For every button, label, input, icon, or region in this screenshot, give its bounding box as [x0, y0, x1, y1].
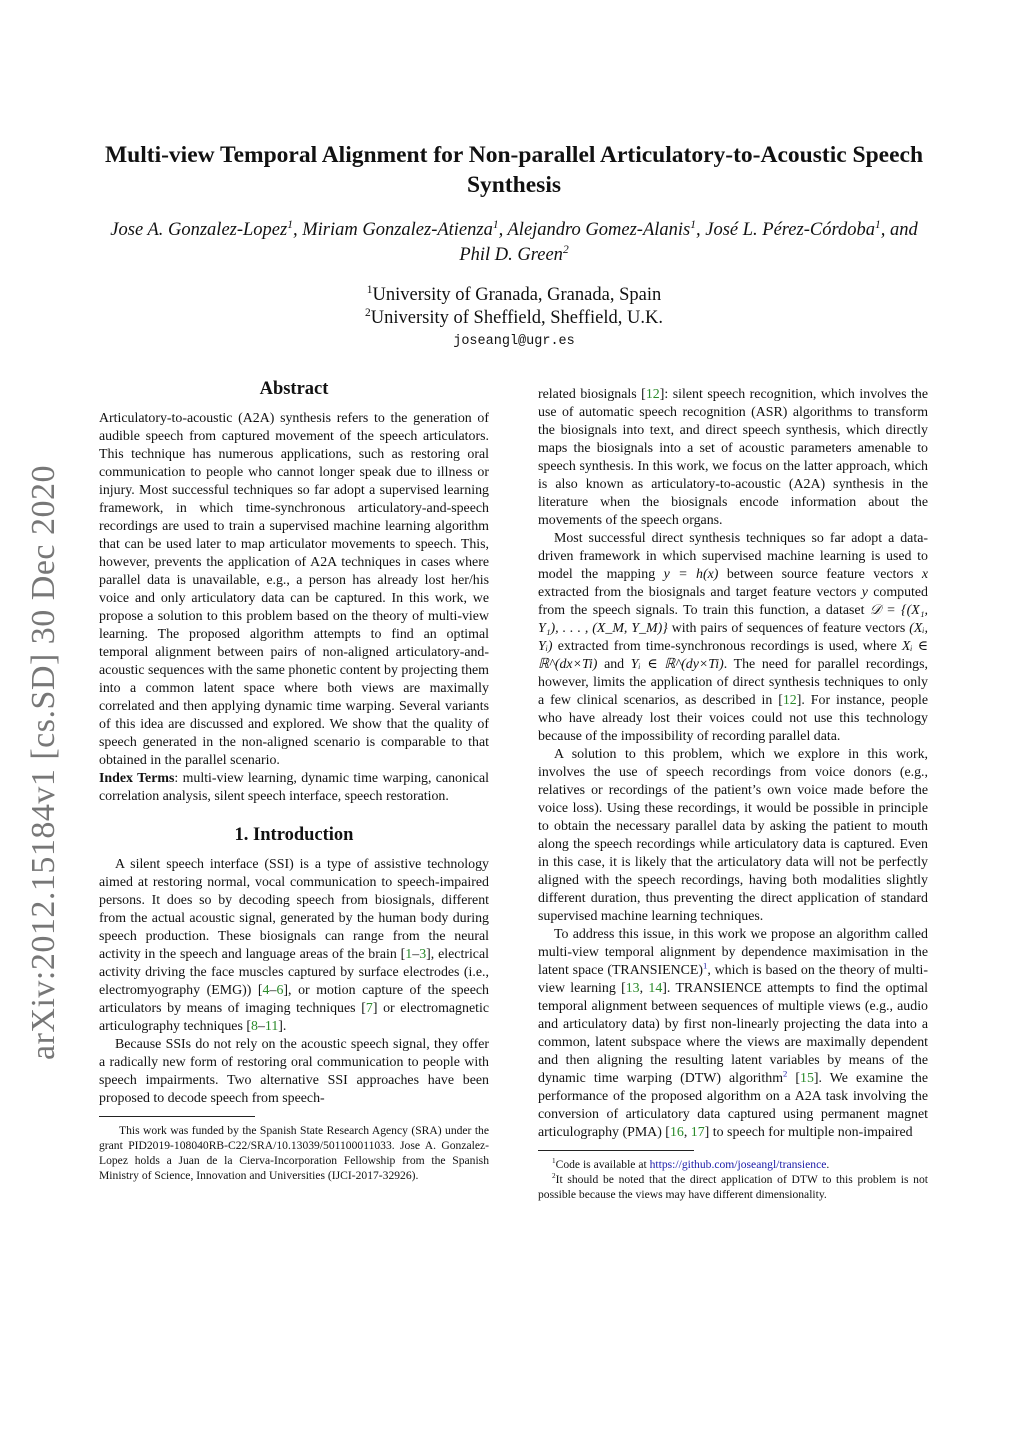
text-run: ], electrical activity driving the face muscles captured by surface electrodes (i.e., electromyography (EMG)) [: [99, 947, 489, 998]
text-run: extracted from time-synchronous recordings is used, where: [552, 639, 902, 654]
footnote-text: It should be noted that the direct application of DTW to this problem is not possible because the views may have different dimensionality.: [538, 1173, 928, 1201]
text-run: extracted from the biosignals and target feature vectors: [538, 585, 862, 600]
paper-title: Multi-view Temporal Alignment for Non-parallel Articulatory-to-Acoustic Speech Synthesis: [104, 142, 924, 198]
math-expression: y: [861, 585, 868, 600]
affiliation-text: University of Granada, Granada, Spain: [372, 285, 662, 305]
abstract-text: Articulatory-to-acoustic (A2A) synthesis refers to the generation of audible speech from captured movement of the speech articulators. This technique has numerous applications, such as restoring oral communication to people who cannot longer speak due to illness or injury. Most successful techniques so far adopt a supervised learning framework, in which time-synchronous articulatory-and-speech recordings are used to train a supervised machine learning algorithm that can be used later to map articulator movements to speech. This, however, prevents the application of A2A techniques in cases where parallel data is unavailable, e.g., a person has already lost her/his voice and only articulatory data can be captured. In this work, we propose a solution to this problem based on the theory of multi-view learning. The proposed algorithm attempts to find an optimal temporal alignment between pairs of non-aligned articulatory-and-acoustic sequences with the same phonetic content by projecting them into a common latent space where both views are maximally correlated and then applying dynamic time warping. Several variants of this idea are discussed and explored. We show that the quality of speech generated in the non-aligned scenario is comparable to that obtained in the parallel scenario.: [99, 411, 489, 768]
footnote-rule: [99, 1116, 255, 1117]
text-run: , which is based on the theory of multi-view learning [: [538, 963, 929, 996]
author-separator: ,: [696, 220, 706, 240]
text-run: –: [257, 1019, 265, 1034]
text-run: ], or motion capture of the speech articulators by means of imaging techniques [: [99, 983, 489, 1016]
author: José L. Pérez-Córdoba: [705, 220, 875, 240]
citation-link[interactable]: 16: [669, 1125, 684, 1140]
footnote-marker[interactable]: 1: [703, 960, 708, 971]
affiliations: [100, 284, 928, 330]
math-expression: 𝒟 = {(X₁, Y₁), . . . , (X_M, Y_M)}: [538, 603, 928, 636]
body-paragraph: [538, 530, 928, 746]
author-separator: , and: [880, 220, 918, 240]
math-expression: Xᵢ ∈ ℝ^(dx×Ti): [538, 639, 928, 672]
body-paragraph: [538, 386, 928, 530]
arxiv-stamp: arXiv:2012.15184v1 [cs.SD] 30 Dec 2020: [25, 464, 62, 1060]
citation-link[interactable]: 12: [782, 693, 797, 708]
math-expression: (Xᵢ, Yᵢ): [538, 621, 928, 654]
author-affiliation: 1: [874, 218, 881, 231]
affiliation: [100, 307, 928, 330]
affiliation: [100, 284, 928, 307]
text-run: ]. TRANSIENCE attempts to find the optimal temporal alignment between sequences of multiple views (e.g., audio and articulatory data) by first non-linearly projecting the data into a common, latent subspace where the views are maximally dependent and then aligning the resulting latent variables by means of the dynamic time warping (DTW) algorithm: [538, 981, 928, 1086]
text-run: ]. For instance, people who have already lost their voices could not use this technology because of the impossibility of recording parallel data.: [538, 693, 928, 744]
text-run: ]: silent speech recognition, which involves the use of automatic speech recognition (ASR) algorithms to transform the biosignals into text, and direct speech synthesis, which directly maps the biosignals into a set of acoustic parameters amenable to speech synthesis. In this work, we focus on the latter approach, which is also known as articulatory-to-acoustic (A2A) synthesis in the literature when the biosignals encode information about the movements of the speech organs.: [538, 387, 928, 528]
author: Phil D. Green: [459, 245, 563, 265]
contact-email: joseangl@ugr.es: [453, 334, 575, 349]
index-terms-label: Index Terms: [99, 771, 175, 786]
citation-link[interactable]: 14: [648, 981, 663, 996]
text-run: computed from the speech signals. To train this function, a dataset: [538, 585, 929, 618]
citation-link[interactable]: 6: [276, 983, 284, 998]
author: Miriam Gonzalez-Atienza: [302, 220, 493, 240]
citation-link[interactable]: 4: [262, 983, 270, 998]
citation-link[interactable]: 13: [625, 981, 640, 996]
author: Jose A. Gonzalez-Lopez: [110, 220, 288, 240]
text-run: To address this issue, in this work we propose an algorithm called multi-view temporal alignment by dependence maximisation in the latent space (TRANSIENCE): [538, 927, 928, 978]
citation-link[interactable]: 15: [800, 1071, 814, 1086]
intro-paragraph: [99, 856, 489, 1036]
footnote-rule: [538, 1150, 694, 1151]
footnote-number: 1: [552, 1157, 556, 1166]
affiliation-number: 2: [365, 306, 371, 319]
author-list: [110, 218, 918, 268]
author-affiliation: 1: [287, 218, 293, 231]
author-affiliation: 2: [562, 243, 569, 256]
footnote-marker[interactable]: 2: [783, 1068, 788, 1079]
footnote: [538, 1157, 928, 1172]
text-run: between source feature vectors: [718, 567, 922, 582]
affiliation-number: 1: [366, 283, 373, 296]
text-run: ]. We examine the performance of the proposed algorithm on a A2A task involving the conversion of articulatory data captured using permanent magnet articulography (PMA) [: [538, 1071, 928, 1140]
text-run: ].: [278, 1019, 287, 1034]
text-run: ,: [683, 1125, 691, 1140]
text-run: and: [597, 657, 631, 672]
text-run: with pairs of sequences of feature vectors: [667, 621, 910, 636]
author-separator: ,: [498, 220, 508, 240]
author-affiliation: 1: [690, 218, 696, 231]
citation-link[interactable]: 1: [405, 947, 413, 962]
text-run: Most successful direct synthesis techniques so far adopt a data-driven framework in which supervised machine learning is used to model the mapping: [538, 531, 928, 582]
code-url-link[interactable]: https://github.com/joseangl/transience: [649, 1158, 827, 1171]
text-run: –: [269, 983, 277, 998]
introduction-heading: 1. Introduction: [234, 825, 354, 845]
left-column: [99, 380, 489, 1183]
footnote-text: Code is available at: [555, 1158, 650, 1171]
text-run: [: [787, 1071, 800, 1086]
citation-link[interactable]: 11: [264, 1019, 279, 1034]
text-run: related biosignals [: [538, 387, 646, 402]
author-separator: ,: [292, 220, 303, 240]
text-run: ] or electromagnetic articulography techniques [: [99, 1001, 489, 1034]
index-terms-text: : multi-view learning, dynamic time warping, canonical correlation analysis, silent speech interface, speech restoration.: [99, 771, 489, 804]
citation-link[interactable]: 8: [250, 1019, 258, 1034]
citation-link[interactable]: 3: [419, 947, 427, 962]
math-expression: y = h(x): [663, 567, 719, 582]
math-expression: Yᵢ ∈ ℝ^(dy×Ti): [630, 657, 724, 672]
citation-link[interactable]: 7: [365, 1001, 373, 1016]
body-paragraph: A solution to this problem, which we explore in this work, involves the use of speech recordings from voice donors (e.g., relatives or recordings of the patient’s own voice made before the voice loss). Using these recordings, it would be possible in principle to obtain the necessary parallel data by asking the patient to mouth along the speech recordings while articulatory data is captured. Even in this case, it is likely that the articulatory data will not be perfectly aligned with the speech recordings, having both modalities slightly different duration, thus preventing the direct application of standard supervised machine learning techniques.: [538, 747, 928, 924]
funding-footnote: This work was funded by the Spanish State Research Agency (SRA) under the grant PID2019-108040RB-C22/SRA/10.13039/501100011033. Jose A. Gonzalez-Lopez holds a Juan de la Cierva-Incorporation Fellowship from the Spanish Ministry of Science, Innovation and Universities (IJCI-2017-32926).: [99, 1124, 489, 1182]
text-run: A silent speech interface (SSI) is a type of assistive technology aimed at restoring normal, vocal communication to speech-impaired persons. It does so by decoding speech from biosignals, different from the actual acoustic signal, generated by the human body during speech production. These biosignals can range from the neural activity in the speech and language areas of the brain [: [99, 857, 489, 962]
text-run: –: [412, 947, 420, 962]
abstract-heading: Abstract: [259, 379, 329, 399]
right-column: [538, 386, 928, 1202]
footnote-number: 2: [552, 1172, 556, 1181]
math-expression: x: [921, 567, 928, 582]
text-run: ] to speech for multiple non-impaired: [704, 1125, 913, 1140]
footnote: [538, 1172, 928, 1202]
index-terms: [99, 770, 489, 806]
affiliation-text: University of Sheffield, Sheffield, U.K.: [370, 308, 663, 328]
citation-link[interactable]: 17: [690, 1125, 705, 1140]
text-run: ,: [639, 981, 649, 996]
author-affiliation: 1: [492, 218, 499, 231]
text-run: . The need for parallel recordings, however, limits the application of direct synthesis techniques to only a few clinical scenarios, as described in [: [538, 657, 928, 708]
intro-paragraph: Because SSIs do not rely on the acoustic speech signal, they offer a radically new form of restoring oral communication to people with speech impairments. Two alternative SSI approaches have been proposed to decode speech from speech-: [99, 1037, 489, 1106]
footnote-text: .: [826, 1158, 830, 1171]
citation-link[interactable]: 12: [645, 387, 660, 402]
author: Alejandro Gomez-Alanis: [507, 220, 691, 240]
body-paragraph: [538, 926, 928, 1142]
